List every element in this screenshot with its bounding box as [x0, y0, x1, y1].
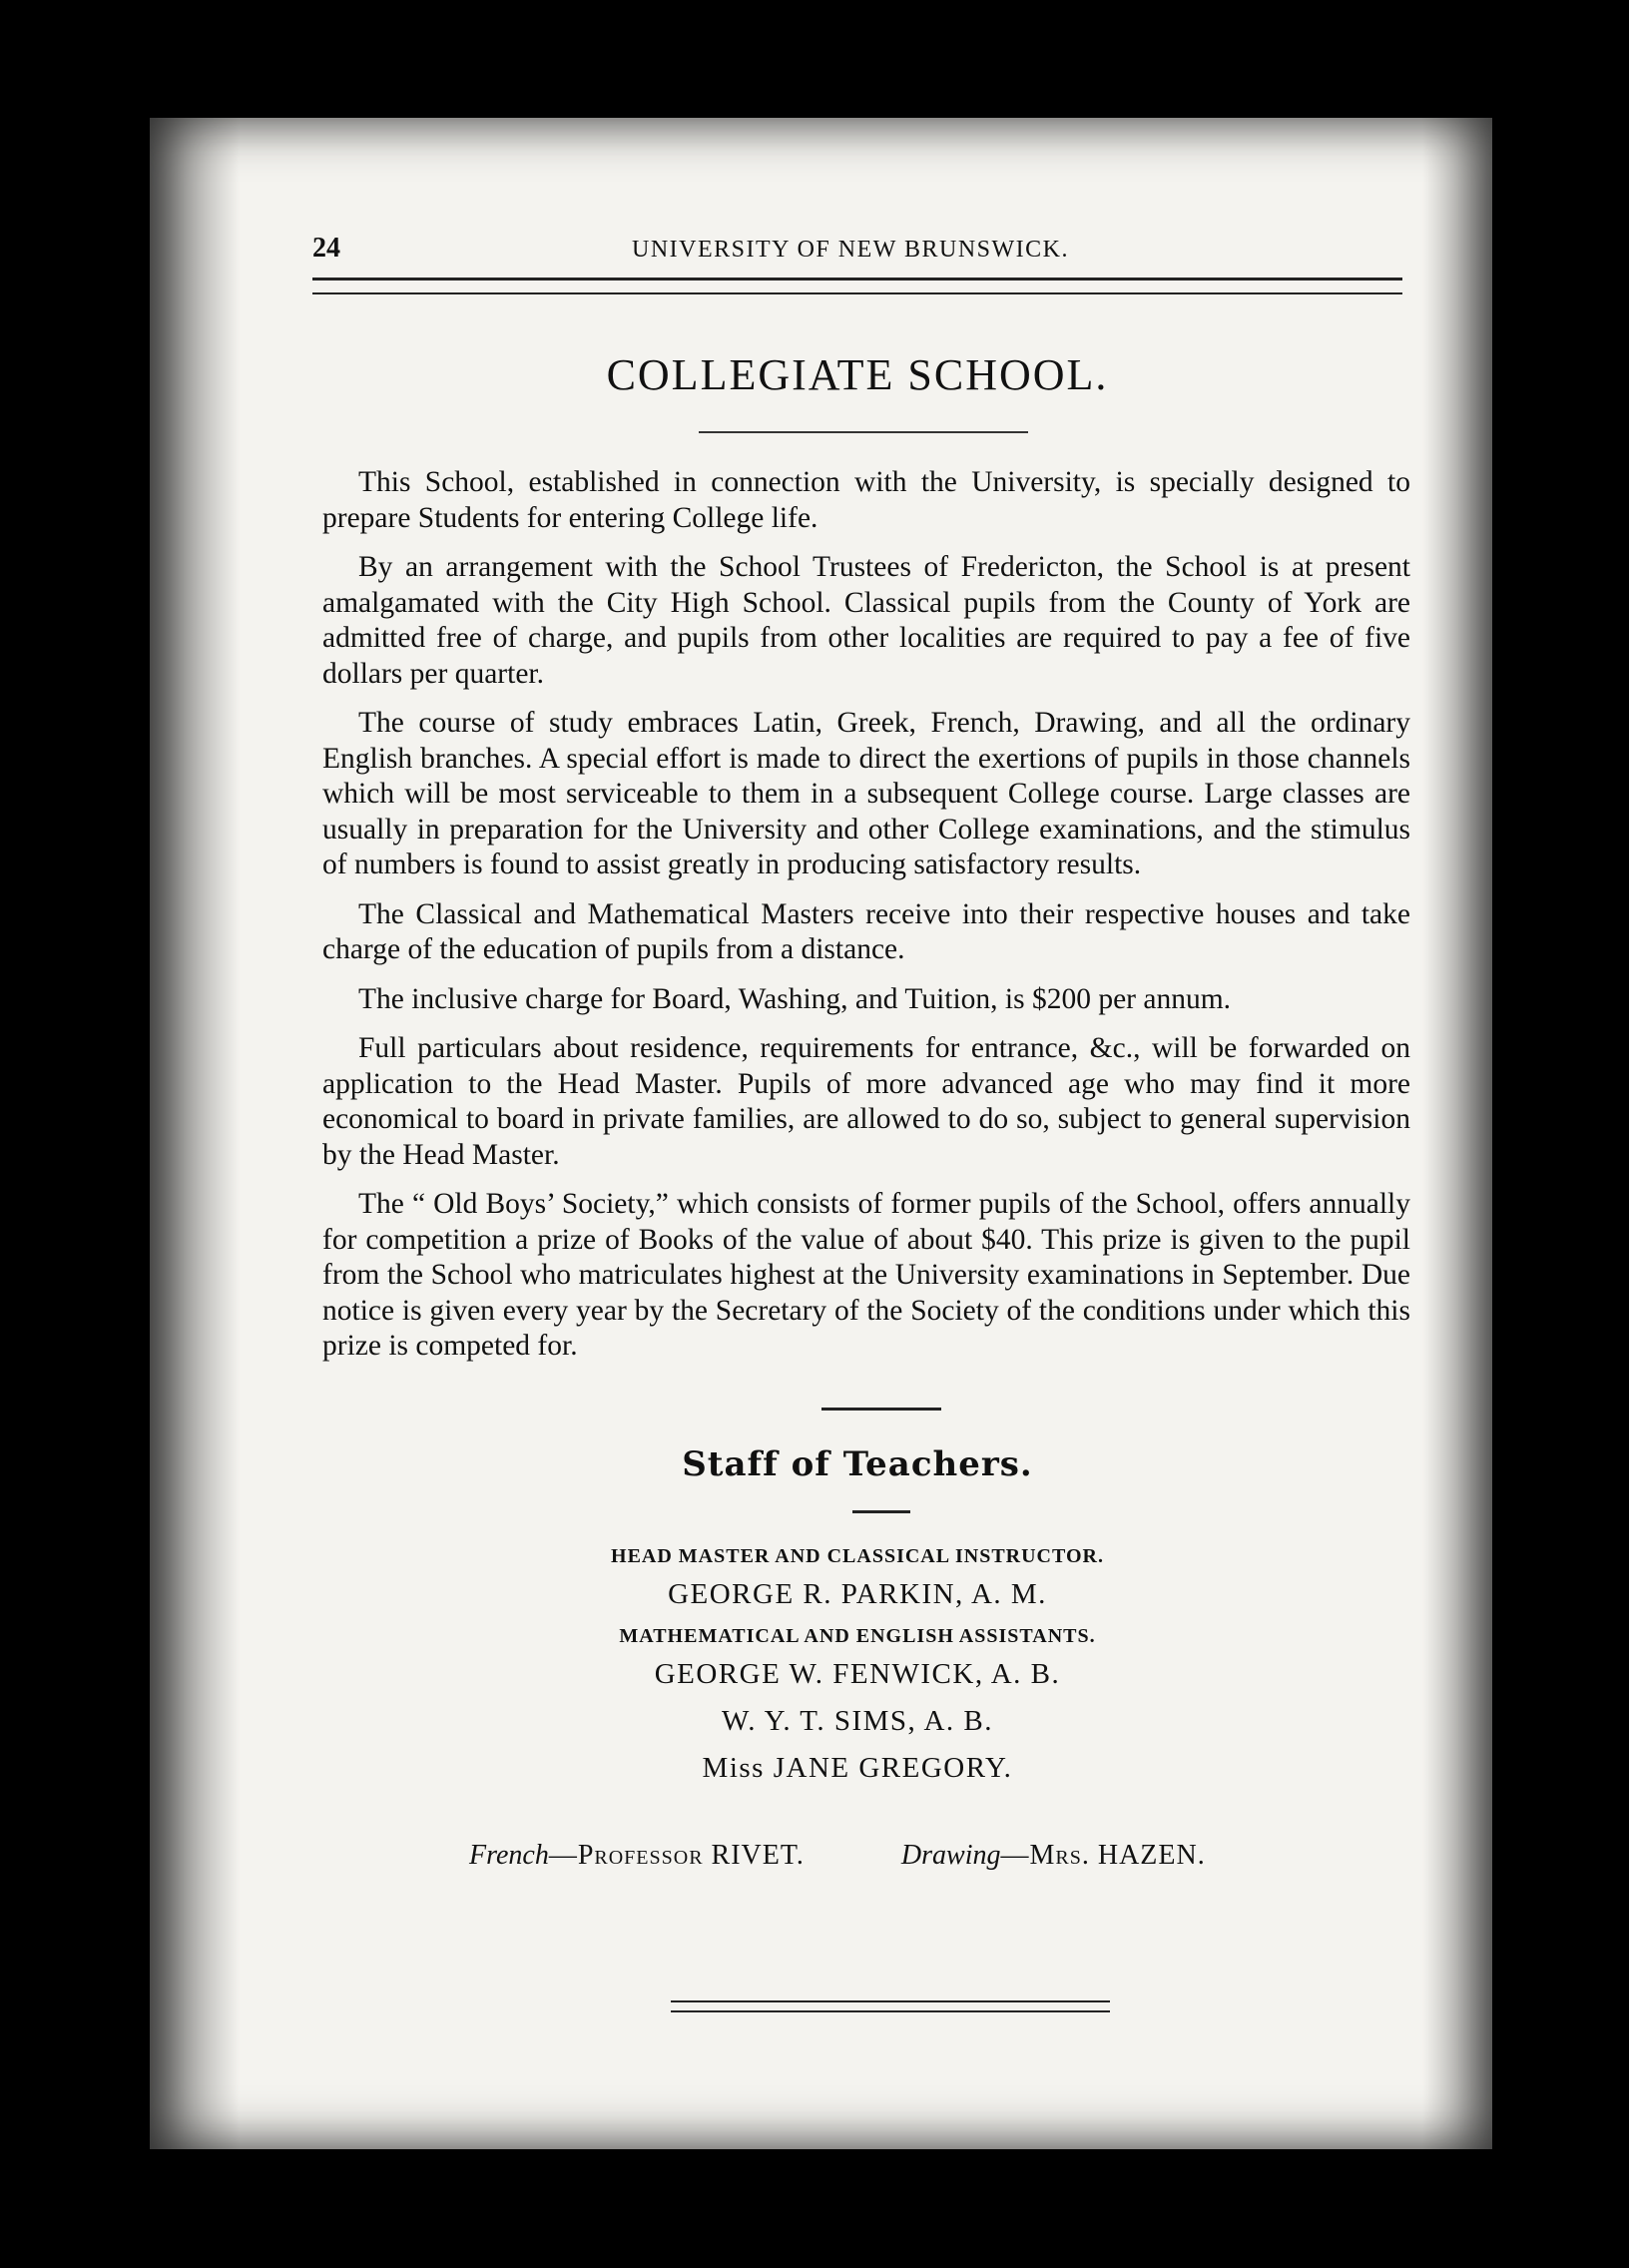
drawing-teacher	[901, 1840, 1206, 1872]
paragraph: This School, established in connection with the University, is specially designed to prepare Students for entering College life.	[322, 466, 1410, 534]
paragraph: The inclusive charge for Board, Washing, and Tuition, is $200 per annum.	[358, 982, 1232, 1015]
running-title: UNIVERSITY OF NEW BRUNSWICK.	[632, 237, 1069, 263]
assistants-role: MATHEMATICAL AND ENGLISH ASSISTANTS.	[619, 1625, 1096, 1647]
assistant-name: W. Y. T. SIMS, A. B.	[721, 1705, 993, 1737]
french-teacher-name: —Professor RIVET.	[548, 1840, 805, 1871]
assistant-name: Miss JANE GREGORY.	[702, 1752, 1013, 1784]
running-head	[312, 233, 1402, 267]
staff-heading: Staff of Teachers.	[682, 1444, 1033, 1484]
section-title: COLLEGIATE SCHOOL.	[606, 350, 1109, 399]
section-divider	[821, 1408, 941, 1411]
paragraph: Full particulars about residence, requirements for entrance, &c., will be forwarded on application to the Head Master. Pupils of more advanced age who may find it more economical to board in private families, are allowed to do so, subject to general supervision by the Head Master.	[322, 1032, 1410, 1171]
assistant-name: GEORGE W. FENWICK, A. B.	[654, 1658, 1061, 1690]
body-text	[322, 465, 1410, 1379]
drawing-label: Drawing	[900, 1840, 1001, 1871]
paragraph: The “ Old Boys’ Society,” which consists of former pupils of the School, offers annually for competition a prize of Books of the value of about $40. This prize is given to the pupil from the School who matriculates highest at the University examinations in September. Due notice is given every year by the Secretary of the Society of the conditions under which this prize is competed for.	[322, 1188, 1410, 1362]
special-teachers	[469, 1840, 1268, 1872]
head-master-role: HEAD MASTER AND CLASSICAL INSTRUCTOR.	[611, 1545, 1104, 1567]
staff-list	[312, 1545, 1402, 1799]
footer-double-rule	[671, 2000, 1110, 2012]
drawing-teacher-name: —Mrs. HAZEN.	[1000, 1840, 1206, 1871]
paragraph: The Classical and Mathematical Masters receive into their respective houses and take charge of the education of pupils from a distance.	[322, 897, 1410, 965]
header-double-rule	[312, 278, 1402, 294]
head-master-name: GEORGE R. PARKIN, A. M.	[668, 1578, 1047, 1610]
paragraph: The course of study embraces Latin, Greek, French, Drawing, and all the ordinary English branches. A special effort is made to direct the exertions of pupils in those channels which will be most serviceable to them in a subsequent College course. Large classes are usually in preparation for the University and other College examinations, and the stimulus of numbers is found to assist greatly in producing satisfactory results.	[322, 707, 1410, 880]
title-rule	[699, 431, 1028, 433]
french-label: French	[469, 1840, 549, 1871]
french-teacher	[469, 1840, 805, 1872]
staff-rule	[852, 1510, 910, 1513]
page-number: 24	[312, 233, 340, 264]
paragraph: By an arrangement with the School Trustees of Fredericton, the School is at present amalgamated with the City High School. Classical pupils from the County of York are admitted free of charge, and pupils from other localities are required to pay a fee of five dollars per quarter.	[322, 551, 1410, 690]
